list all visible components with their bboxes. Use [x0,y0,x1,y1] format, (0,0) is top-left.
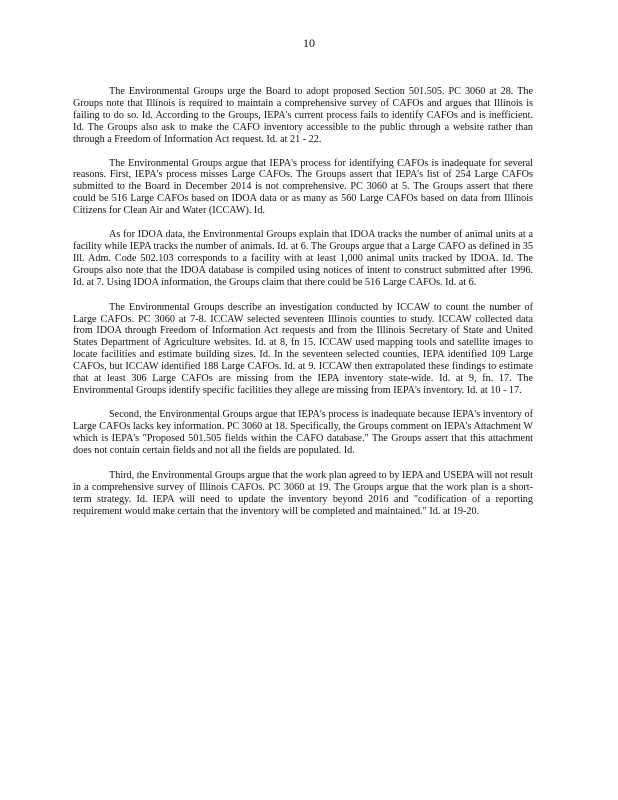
body-text [73,86,533,530]
paragraph-3: As for IDOA data, the Environmental Groups explain that IDOA tracks the number of animal units at a facility while IEPA tracks the number of animals. Id. at 6. The Groups argue that a Large CAFO as defined in 35 Ill. Adm. Code 502.103 corresponds to a facility with at least 1,000 animal units tracked by IDOA. Id. The Groups also note that the IDOA database is compiled using notices of intent to construct submitted after 1996. Id. at 7. Using IDOA information, the Groups claim that there could be 516 Large CAFOs. Id. at 6. [73,229,533,288]
page-number: 10 [303,36,315,50]
paragraph-5: Second, the Environmental Groups argue that IEPA's process is inadequate because IEPA's inventory of Large CAFOs lacks key information. PC 3060 at 18. Specifically, the Groups comment on IEPA's Attachment W which is IEPA's "Proposed 501.505 fields within the CAFO database." The Groups assert that this attachment does not contain certain fields and not all the fields are populated. Id. [73,408,533,456]
paragraph-4: The Environmental Groups describe an investigation conducted by ICCAW to count the number of Large CAFOs. PC 3060 at 7-8. ICCAW selected seventeen Illinois counties to study. ICCAW collected data from IDOA through Freedom of Information Act requests and from the Illinois Secretary of State and United States Department of Agriculture websites. Id. at 8, fn 15. ICCAW used mapping tools and satellite images to locate facilities and estimate building sizes. Id. In the seventeen selected counties, IEPA identified 109 Large CAFOs, but ICCAW identified 188 Large CAFOs. Id. at 9. ICCAW then extrapolated these findings to estimate that at least 306 Large CAFOs are missing from the IEPA inventory state-wide. Id. at 9, fn. 17. The Environmental Groups identify specific facilities they allege are missing from IEPA's inventory. Id. at 10 - 17. [73,301,533,396]
paragraph-6: Third, the Environmental Groups argue that the work plan agreed to by IEPA and USEPA will not result in a comprehensive survey of Illinois CAFOs. PC 3060 at 19. The Groups argue that the work plan is a short-term strategy. Id. IEPA will need to update the inventory beyond 2016 and "codification of a reporting requirement would make certain that the inventory will be completed and maintained." Id. at 19-20. [73,470,533,518]
paragraph-2: The Environmental Groups argue that IEPA's process for identifying CAFOs is inadequate for several reasons. First, IEPA's process misses Large CAFOs. The Groups assert that IEPA's list of 254 Large CAFOs submitted to the Board in December 2014 is not comprehensive. PC 3060 at 5. The Groups assert that there could be 516 Large CAFOs based on IDOA data or as many as 560 Large CAFOs based on data from Illinois Citizens for Clean Air and Water (ICCAW). Id. [73,157,533,217]
paragraph-1: The Environmental Groups urge the Board to adopt proposed Section 501.505. PC 3060 at 28. The Groups note that Illinois is required to maintain a comprehensive survey of CAFOs and argues that Illinois is failing to do so. Id. According to the Groups, IEPA's current process fails to identify CAFOs and is inefficient. Id. The Groups also ask to make the CAFO inventory accessible to the public through a website rather than through a Freedom of Information Act request. Id. at 21 - 22. [73,86,533,145]
